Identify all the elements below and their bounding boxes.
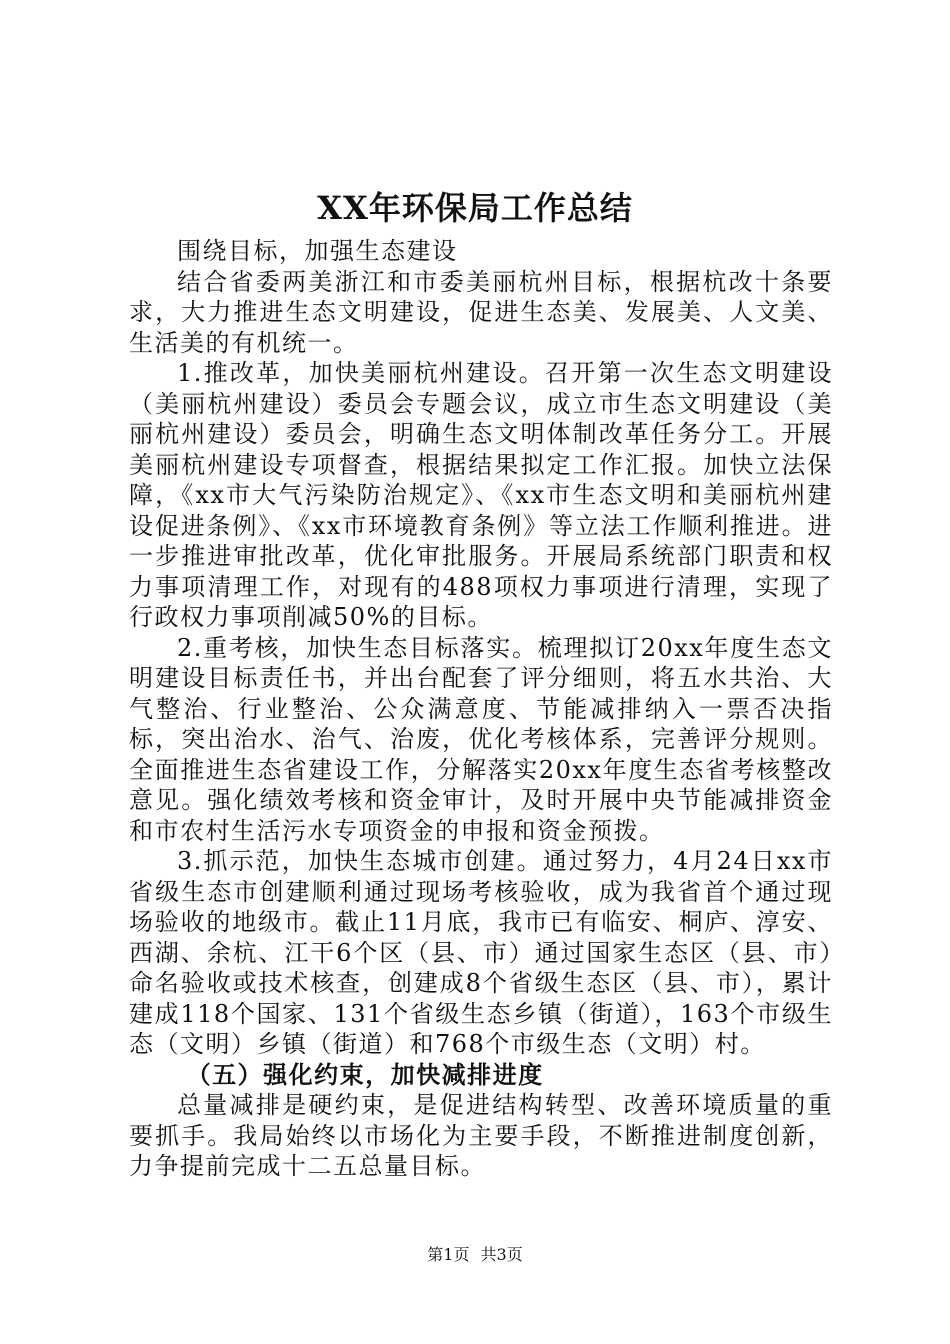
page-number: 第1页 bbox=[427, 1245, 470, 1264]
page-footer bbox=[0, 1244, 950, 1266]
document-title: XX年环保局工作总结 bbox=[317, 189, 633, 227]
paragraph-item-3: 3.抓示范，加快生态城市创建。通过努力，4月24日xx市省级生态市创建顺利通过现场考核验收，成为我省首个通过现场验收的地级市。截止11月底，我市已有临安、桐庐、淳安、西湖、余杭、江干6个区（县、市）通过国家生态区（县、市）命名验收或技术核查，创建成8个省级生态区（县、市），累计建成118个国家、131个省级生态乡镇（街道），163个市级生态（文明）乡镇（街道）和768个市级生态（文明）村。 bbox=[129, 847, 833, 1058]
paragraph-intro: 结合省委两美浙江和市委美丽杭州目标，根据杭改十条要求，大力推进生态文明建设，促进生态美、发展美、人文美、生活美的有机统一。 bbox=[129, 267, 833, 357]
page-total: 共3页 bbox=[480, 1245, 523, 1264]
document-body bbox=[129, 236, 833, 1182]
paragraph-item-2: 2.重考核，加快生态目标落实。梳理拟订20xx年度生态文明建设目标责任书，并出台配套了评分细则，将五水共治、大气整治、行业整治、公众满意度、节能减排纳入一票否决指标，突出治水、治气、治废，优化考核体系，完善评分规则。全面推进生态省建设工作，分解落实20xx年度生态省考核整改意见。强化绩效考核和资金审计，及时开展中央节能减排资金和市农村生活污水专项资金的申报和资金预拨。 bbox=[129, 633, 833, 845]
section-heading-5: （五）强化约束，加快减排进度 bbox=[186, 1059, 544, 1089]
paragraph-item-1: 1.推改革，加快美丽杭州建设。召开第一次生态文明建设（美丽杭州建设）委员会专题会议，成立市生态文明建设（美丽杭州建设）委员会，明确生态文明体制改革任务分工。开展美丽杭州建设专项督查，根据结果拟定工作汇报。加快立法保障，《xx市大气污染防治规定》、《xx市生态文明和美丽杭州建设促进条例》、《xx市环境教育条例》等立法工作顺利推进。进一步推进审批改革，优化审批服务。开展局系统部门职责和权力事项清理工作，对现有的488项权力事项进行清理，实现了行政权力事项削减50%的目标。 bbox=[129, 359, 833, 631]
section-subheading: 围绕目标，加强生态建设 bbox=[177, 237, 458, 265]
paragraph-emission: 总量减排是硬约束，是促进结构转型、改善环境质量的重要抓手。我局始终以市场化为主要手段，不断推进制度创新，力争提前完成十二五总量目标。 bbox=[129, 1091, 833, 1180]
